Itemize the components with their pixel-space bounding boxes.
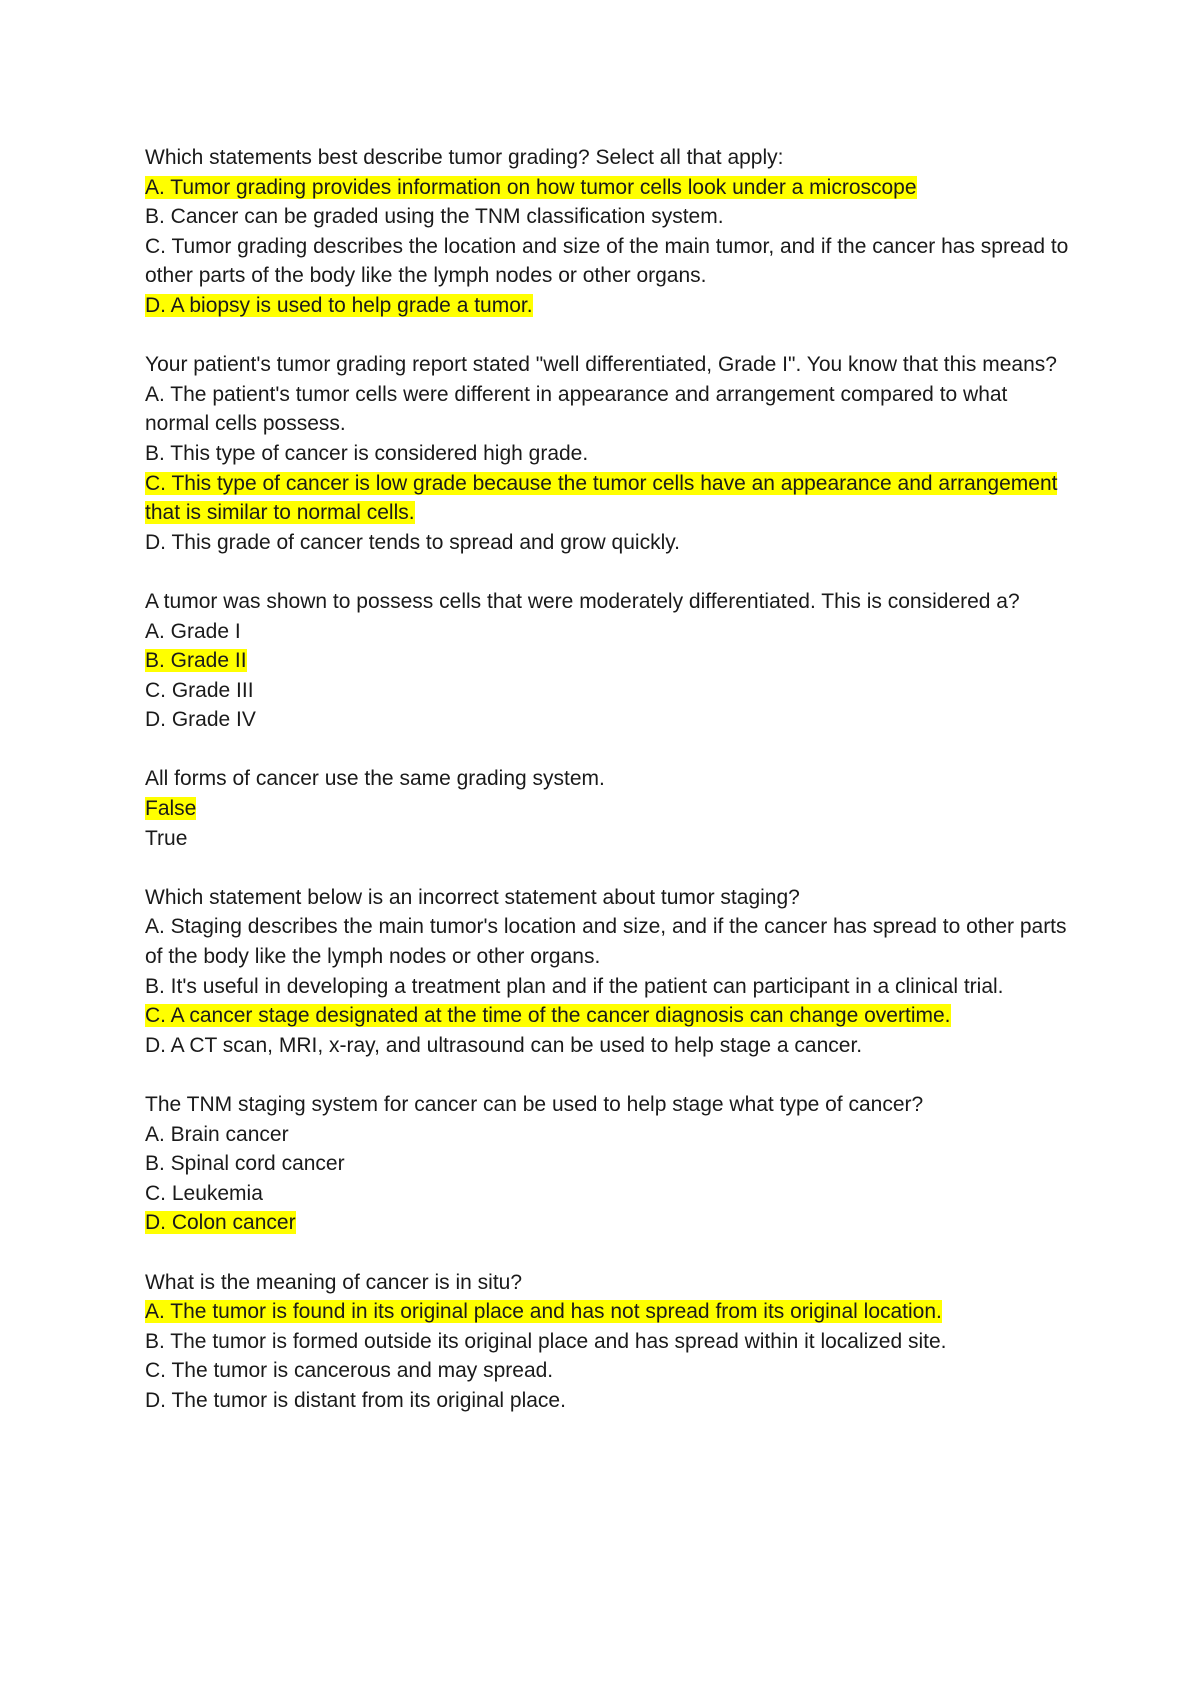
answer-option: C. Tumor grading describes the location and size of the main tumor, and if the cancer has spread to other parts of the body like the lymph nodes or other organs.: [145, 234, 1069, 288]
question-text: All forms of cancer use the same grading system.: [145, 767, 605, 791]
highlighted-answer: False: [145, 797, 197, 821]
answer-option: [145, 469, 1075, 528]
question-block: [145, 764, 1075, 853]
answer-option: A. The patient's tumor cells were different in appearance and arrangement compared to what normal cells possess.: [145, 382, 1008, 436]
question-block: [145, 350, 1075, 557]
question-text: Which statement below is an incorrect statement about tumor staging?: [145, 885, 800, 909]
question-text: What is the meaning of cancer is in situ?: [145, 1270, 523, 1294]
answer-option: C. Leukemia: [145, 1181, 263, 1205]
highlighted-answer: D. A biopsy is used to help grade a tumor.: [145, 293, 533, 317]
answer-option: [145, 646, 1075, 676]
question-block: [145, 143, 1075, 321]
question-text: Which statements best describe tumor grading? Select all that apply:: [145, 146, 784, 169]
question-block: [145, 587, 1075, 735]
answer-option: B. Cancer can be graded using the TNM classification system.: [145, 205, 724, 229]
answer-option: B. It's useful in developing a treatment plan and if the patient can participant in a clinical trial.: [145, 974, 1004, 998]
highlighted-answer: C. A cancer stage designated at the time of the cancer diagnosis can change overtime.: [145, 1004, 951, 1028]
answer-option: B. The tumor is formed outside its original place and has spread within it localized site.: [145, 1329, 947, 1353]
answer-option: A. Grade I: [145, 619, 241, 643]
answer-option: [145, 1297, 1075, 1327]
highlighted-answer: C. This type of cancer is low grade because the tumor cells have an appearance and arrangement that is similar to normal cells.: [145, 471, 1058, 525]
answer-option: C. The tumor is cancerous and may spread.: [145, 1359, 554, 1383]
question-text: The TNM staging system for cancer can be used to help stage what type of cancer?: [145, 1093, 924, 1116]
answer-option: True: [145, 826, 188, 850]
answer-option: D. A CT scan, MRI, x-ray, and ultrasound can be used to help stage a cancer.: [145, 1033, 863, 1057]
answer-option: C. Grade III: [145, 678, 254, 702]
answer-option: [145, 1208, 1075, 1238]
question-block: [145, 1090, 1075, 1238]
document-page: [145, 143, 1075, 1445]
highlighted-answer: D. Colon cancer: [145, 1211, 296, 1235]
question-block: [145, 883, 1075, 1061]
answer-option: B. This type of cancer is considered high grade.: [145, 441, 589, 465]
answer-option: A. Brain cancer: [145, 1122, 289, 1146]
question-block: [145, 1268, 1075, 1416]
answer-option: D. The tumor is distant from its original place.: [145, 1388, 566, 1412]
answer-option: A. Staging describes the main tumor's location and size, and if the cancer has spread to other parts of the body like the lymph nodes or other organs.: [145, 915, 1067, 969]
answer-option: [145, 173, 1075, 203]
question-text: A tumor was shown to possess cells that were moderately differentiated. This is considered a?: [145, 589, 1020, 613]
answer-option: [145, 794, 1075, 824]
highlighted-answer: A. Tumor grading provides information on how tumor cells look under a microscope: [145, 175, 917, 199]
answer-option: B. Spinal cord cancer: [145, 1152, 345, 1176]
answer-option: D. Grade IV: [145, 708, 256, 732]
highlighted-answer: B. Grade II: [145, 649, 247, 673]
answer-option: D. This grade of cancer tends to spread and grow quickly.: [145, 530, 681, 554]
answer-option: [145, 1001, 1075, 1031]
question-text: Your patient's tumor grading report stated "well differentiated, Grade I". You know that this means?: [145, 353, 1057, 377]
answer-option: [145, 291, 1075, 321]
highlighted-answer: A. The tumor is found in its original place and has not spread from its original location.: [145, 1300, 942, 1324]
